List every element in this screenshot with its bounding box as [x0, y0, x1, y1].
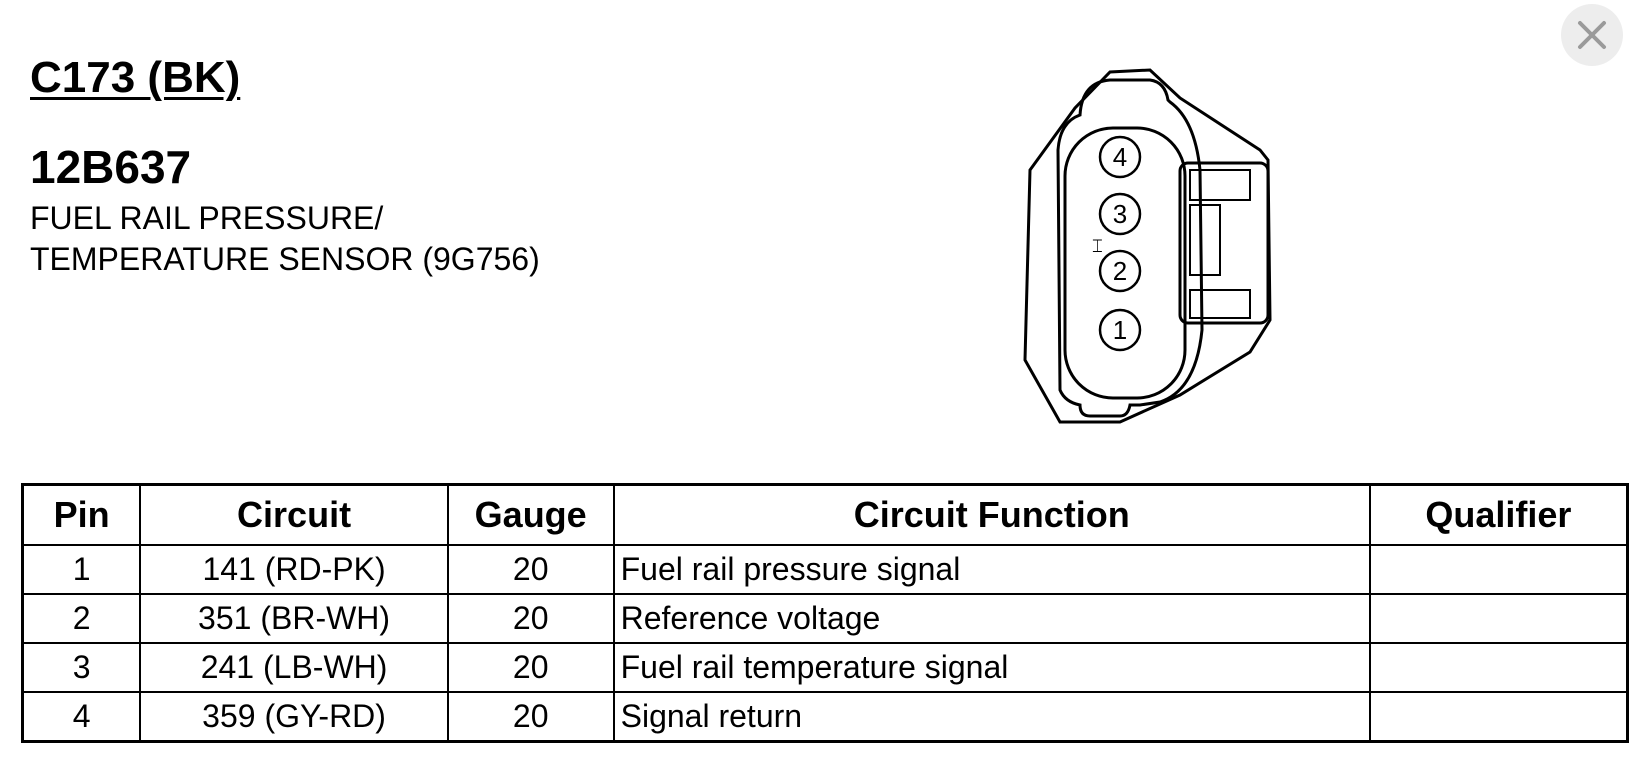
- table-row: [23, 545, 1628, 594]
- table-row: [23, 643, 1628, 692]
- cell-gauge: 20: [448, 545, 614, 594]
- table-header-row: [23, 485, 1628, 546]
- header-circuit: Circuit: [140, 485, 447, 546]
- cell-pin: 1: [23, 545, 141, 594]
- cell-function: Signal return: [614, 692, 1370, 742]
- header-circuit-function: Circuit Function: [614, 485, 1370, 546]
- cell-qualifier: [1370, 545, 1628, 594]
- header-pin: Pin: [23, 485, 141, 546]
- cell-pin: 4: [23, 692, 141, 742]
- pin-label-3: 3: [1112, 199, 1128, 229]
- cell-gauge: 20: [448, 594, 614, 643]
- cell-circuit: 359 (GY-RD): [140, 692, 447, 742]
- header-gauge: Gauge: [448, 485, 614, 546]
- cell-circuit: 241 (LB-WH): [140, 643, 447, 692]
- connector-face-diagram: [1020, 60, 1330, 440]
- description-line-1: FUEL RAIL PRESSURE/: [30, 200, 384, 236]
- close-button[interactable]: [1561, 4, 1623, 66]
- component-description: [30, 198, 540, 280]
- table-row: [23, 594, 1628, 643]
- pin-label-2: 2: [1112, 256, 1128, 286]
- cell-circuit: 141 (RD-PK): [140, 545, 447, 594]
- pinout-table: [21, 483, 1629, 743]
- part-number: 12B637: [30, 141, 192, 193]
- connector-housing-outline: [1025, 70, 1270, 422]
- pin-label-4: 4: [1112, 142, 1128, 172]
- cell-qualifier: [1370, 643, 1628, 692]
- cell-pin: 2: [23, 594, 141, 643]
- cell-function: Fuel rail pressure signal: [614, 545, 1370, 594]
- header-qualifier: Qualifier: [1370, 485, 1628, 546]
- cell-gauge: 20: [448, 643, 614, 692]
- cell-pin: 3: [23, 643, 141, 692]
- description-line-2: TEMPERATURE SENSOR (9G756): [30, 241, 540, 277]
- cell-qualifier: [1370, 692, 1628, 742]
- cell-gauge: 20: [448, 692, 614, 742]
- cell-function: Fuel rail temperature signal: [614, 643, 1370, 692]
- locking-tab: [1180, 163, 1268, 323]
- cell-circuit: 351 (BR-WH): [140, 594, 447, 643]
- close-icon: [1576, 19, 1608, 51]
- svg-text:⌶: ⌶: [1092, 236, 1103, 256]
- cell-function: Reference voltage: [614, 594, 1370, 643]
- connector-title: C173 (BK): [30, 53, 241, 102]
- pin-label-1: 1: [1112, 315, 1128, 345]
- table-row: [23, 692, 1628, 742]
- cell-qualifier: [1370, 594, 1628, 643]
